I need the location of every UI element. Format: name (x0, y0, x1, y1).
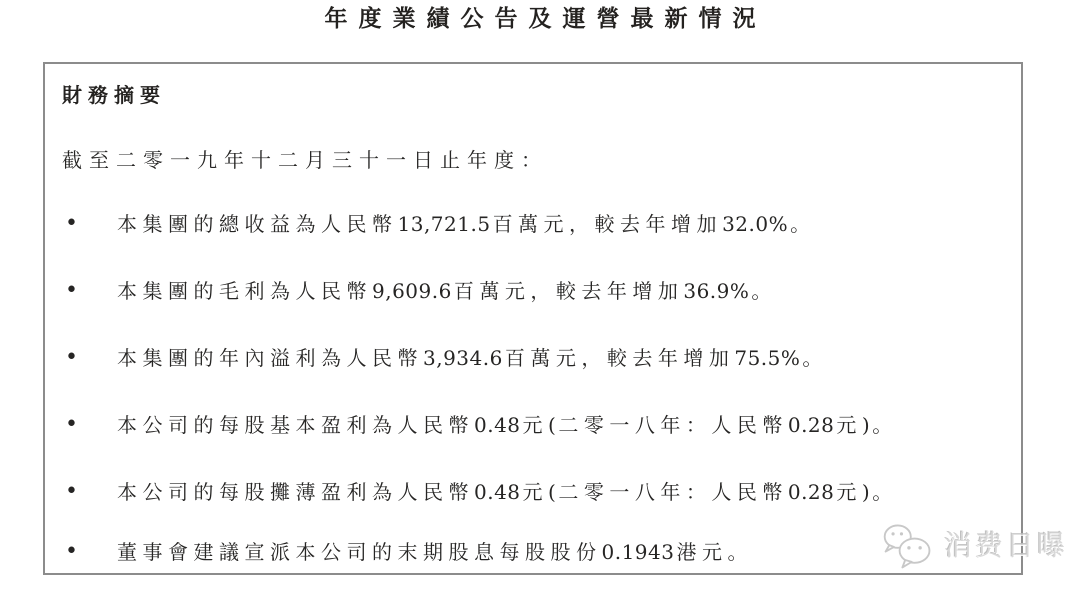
bullet-icon: • (65, 539, 78, 564)
bullet-text-revenue: 本集團的總收益為人民幣13,721.5 百萬元，較去年增加32.0% 。 (117, 212, 816, 236)
watermark (880, 521, 1068, 571)
bullet-icon: • (65, 211, 78, 236)
list-item (62, 276, 1001, 306)
bullet-icon: • (65, 278, 78, 303)
page-title: 年度業績公告及運營最新情況 (324, 5, 767, 31)
wechat-icon (880, 521, 936, 571)
bullet-text-profit-for-year: 本集團的年內溢利為人民幣3,934.6 百萬元，較去年增加75.5% 。 (117, 346, 828, 370)
bullet-icon: • (65, 412, 78, 437)
reporting-period-line: 截至二零一九年十二月三十一日止年度： (62, 148, 548, 172)
list-item (62, 209, 1001, 239)
bullet-text-diluted-eps: 本公司的每股攤薄盈利為人民幣0.48 元( 二零一八年：人民幣0.28 元) 。 (117, 480, 898, 504)
bullet-icon: • (65, 345, 78, 370)
list-item (62, 537, 1001, 567)
bullet-text-final-dividend: 董事會建議宣派本公司的末期股息每股股份0.1943 港元。 (117, 540, 753, 564)
list-item (62, 343, 1001, 373)
bullet-text-basic-eps: 本公司的每股基本盈利為人民幣0.48 元( 二零一八年：人民幣0.28 元) 。 (117, 413, 898, 437)
financial-summary-box (43, 62, 1023, 575)
watermark-text: 消费日曝 (944, 530, 1069, 561)
list-item (62, 410, 1001, 440)
summary-heading: 財務摘要 (62, 85, 166, 107)
list-item (62, 477, 1001, 507)
bullet-icon: • (65, 479, 78, 504)
summary-bullet-list (62, 209, 1001, 567)
bullet-text-gross-profit: 本集團的毛利為人民幣9,609.6 百萬元，較去年增加36.9% 。 (117, 279, 777, 303)
